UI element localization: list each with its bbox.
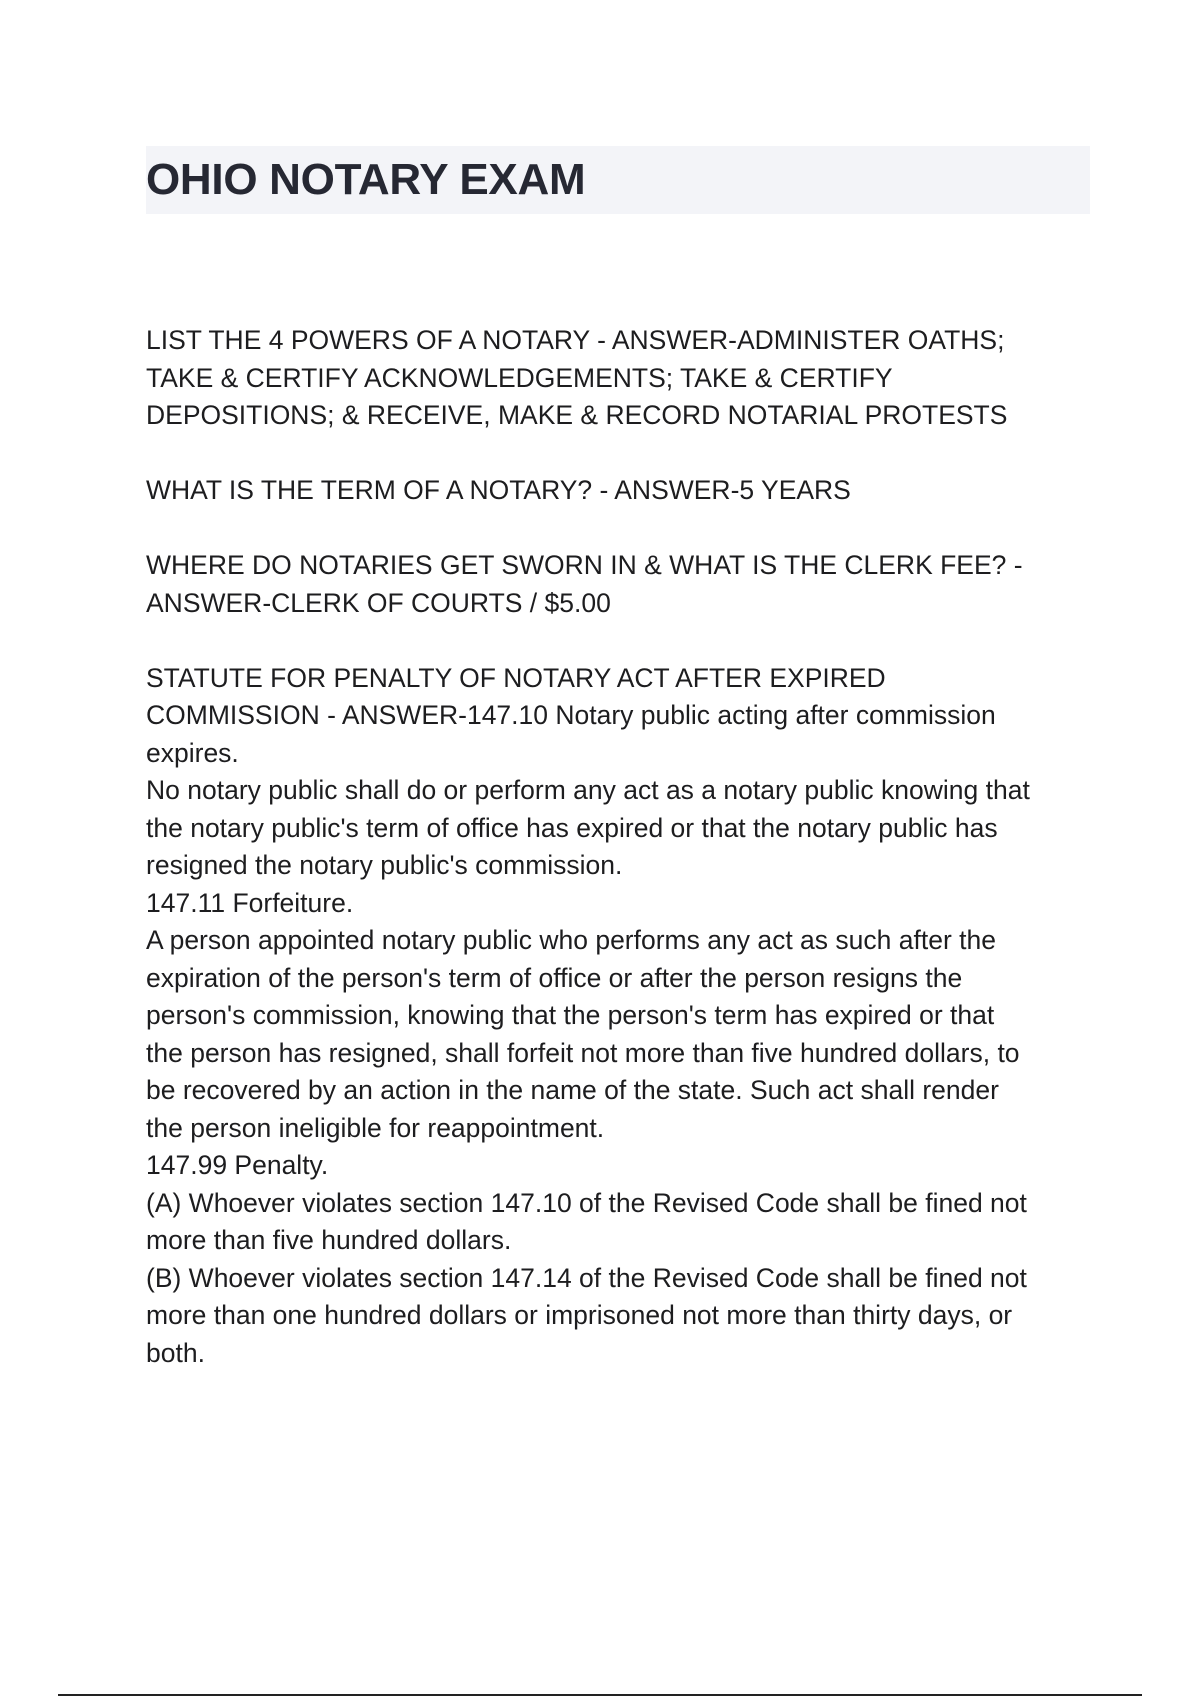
qa-item-sworn-in: [146, 547, 1096, 622]
text-line: more than one hundred dollars or imprisoned not more than thirty days, or: [146, 1300, 1013, 1330]
text-line: the person has resigned, shall forfeit not more than five hundred dollars, to: [146, 1037, 1020, 1068]
text-line: the notary public's term of office has expired or that the notary public has: [146, 812, 998, 843]
text-line: WHAT IS THE TERM OF A NOTARY? - ANSWER-5 YEARS: [146, 475, 851, 505]
text-line: more than five hundred dollars.: [146, 1225, 512, 1255]
text-line: expires.: [146, 737, 239, 768]
text-line: expiration of the person's term of office or after the person resigns the: [146, 962, 963, 993]
text-line: both.: [146, 1337, 205, 1368]
text-line: 147.99 Penalty.: [146, 1150, 329, 1180]
text-line: ANSWER-CLERK OF COURTS / $5.00: [146, 587, 611, 618]
text-line: be recovered by an action in the name of the state. Such act shall render: [146, 1075, 999, 1105]
text-line: (A) Whoever violates section 147.10 of the Revised Code shall be fined not: [146, 1187, 1027, 1218]
text-line: DEPOSITIONS; & RECEIVE, MAKE & RECORD NOTARIAL PROTESTS: [146, 400, 1008, 430]
page-title: OHIO NOTARY EXAM: [146, 155, 586, 204]
text-line: the person ineligible for reappointment.: [146, 1112, 605, 1143]
qa-item-term: [146, 472, 1096, 510]
text-line: STATUTE FOR PENALTY OF NOTARY ACT AFTER EXPIRED: [146, 662, 886, 693]
text-line: A person appointed notary public who performs any act as such after the: [146, 925, 996, 955]
text-line: (B) Whoever violates section 147.14 of the Revised Code shall be fined not: [146, 1262, 1027, 1293]
qa-item-statute-penalty: [146, 660, 1096, 1373]
document-body: [146, 322, 1096, 1410]
text-line: person's commission, knowing that the person's term has expired or that: [146, 1000, 995, 1030]
text-line: COMMISSION - ANSWER-147.10 Notary public acting after commission: [146, 700, 996, 730]
qa-item-powers: [146, 322, 1096, 435]
text-line: resigned the notary public's commission.: [146, 850, 623, 880]
text-line: 147.11 Forfeiture.: [146, 887, 354, 918]
text-line: LIST THE 4 POWERS OF A NOTARY - ANSWER-ADMINISTER OATHS;: [146, 325, 1005, 355]
title-banner: [146, 146, 1090, 214]
text-line: TAKE & CERTIFY ACKNOWLEDGEMENTS; TAKE & CERTIFY: [146, 362, 893, 393]
text-line: WHERE DO NOTARIES GET SWORN IN & WHAT IS THE CLERK FEE? -: [146, 550, 1023, 580]
text-line: No notary public shall do or perform any act as a notary public knowing that: [146, 775, 1030, 805]
footer-divider: [58, 1694, 1142, 1696]
